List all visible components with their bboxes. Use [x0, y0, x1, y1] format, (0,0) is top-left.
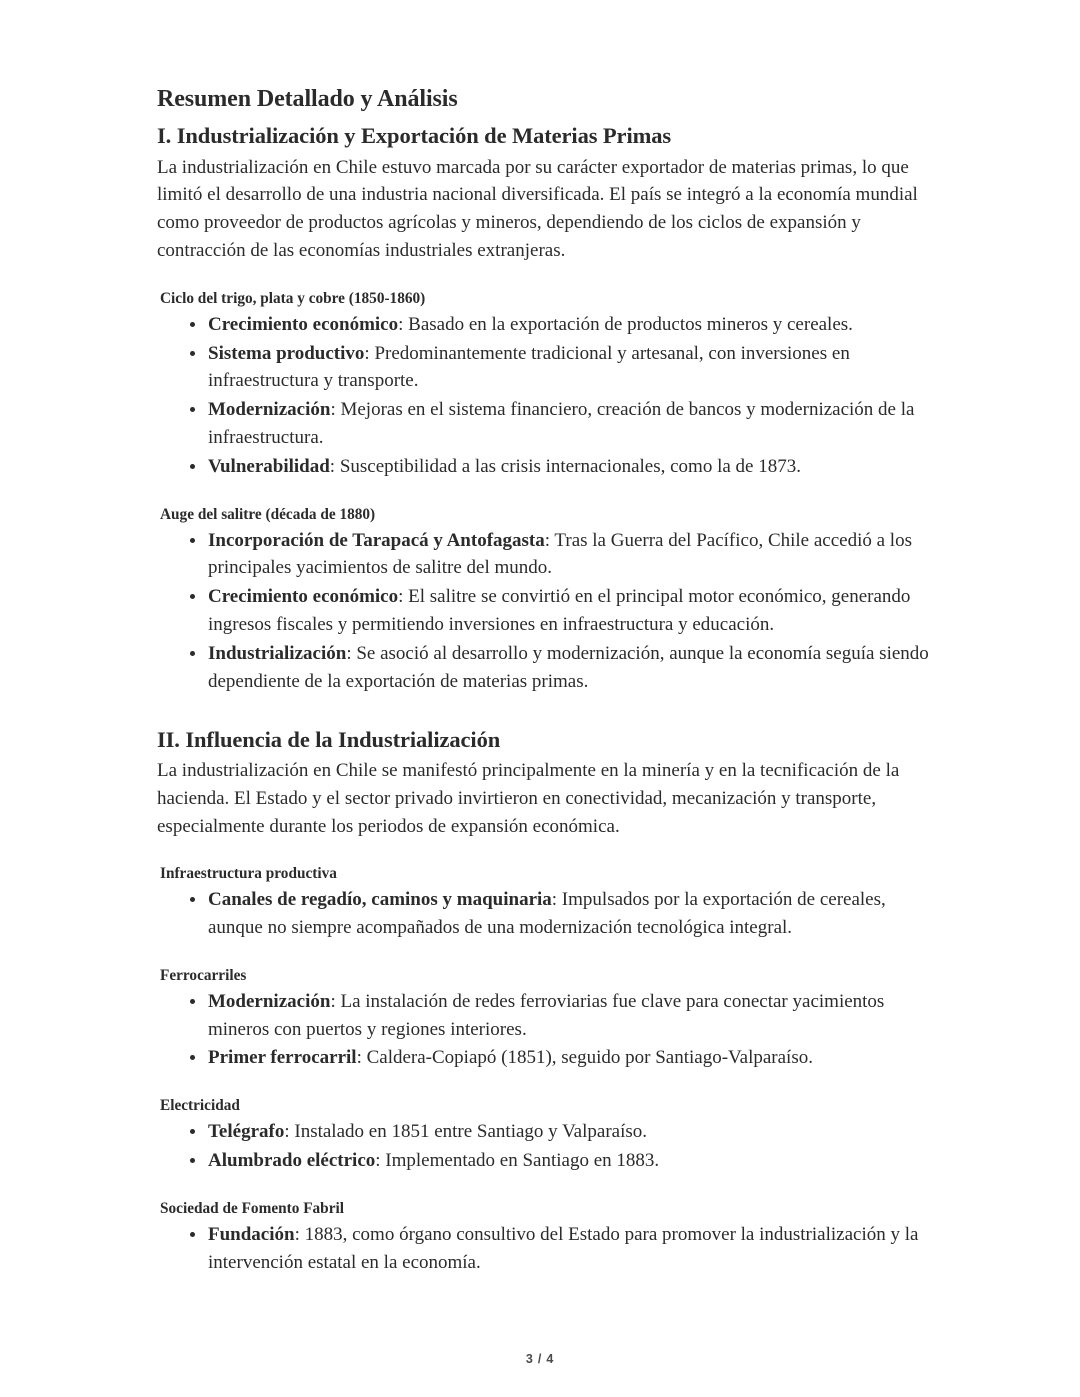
sections-container	[157, 122, 929, 1276]
list-item-description: : Impulsados por la exportación de cereales, aunque no siempre acompañados de una modernización tecnológica integral.	[208, 889, 886, 939]
list-item-term: Vulnerabilidad	[208, 455, 330, 477]
list-item-description: : Caldera-Copiapó (1851), seguido por Santiago-Valparaíso.	[356, 1047, 813, 1069]
list-item-description: : Basado en la exportación de productos mineros y cereales.	[398, 313, 853, 335]
list-item	[157, 1147, 929, 1175]
list-item	[157, 583, 929, 639]
list-item-description: : 1883, como órgano consultivo del Estado para promover la industrialización y la intervención estatal en la economía.	[208, 1223, 919, 1273]
list-item-term: Modernización	[208, 990, 331, 1012]
list-item-term: Fundación	[208, 1223, 295, 1245]
bullet-list	[157, 527, 929, 696]
bullet-list	[157, 1221, 929, 1277]
bullet-list	[157, 988, 929, 1072]
subsection-heading: Electricidad	[160, 1097, 240, 1115]
list-item	[157, 1221, 929, 1277]
page-title: Resumen Detallado y Análisis	[157, 86, 458, 112]
subsection-heading: Infraestructura productiva	[160, 865, 337, 883]
list-item-term: Incorporación de Tarapacá y Antofagasta	[208, 529, 545, 551]
subsection-heading: Sociedad de Fomento Fabril	[160, 1199, 344, 1217]
list-item-term: Primer ferrocarril	[208, 1047, 357, 1069]
subsection-heading: Ciclo del trigo, plata y cobre (1850-1860)	[160, 289, 426, 307]
page-number-footer: 3 / 4	[525, 1352, 555, 1366]
list-item-description: : Mejoras en el sistema financiero, creación de bancos y modernización de la infraestructura.	[208, 399, 915, 449]
list-item-term: Crecimiento económico	[208, 586, 399, 608]
bullet-list	[157, 886, 929, 942]
list-item	[157, 886, 929, 942]
list-item-description: : Predominantemente tradicional y artesanal, con inversiones en infraestructura y transporte.	[208, 342, 850, 392]
list-item-term: Telégrafo	[208, 1121, 285, 1143]
list-item	[157, 640, 929, 696]
subsection-heading: Auge del salitre (década de 1880)	[160, 505, 376, 523]
bullet-list	[157, 1118, 929, 1175]
list-item-term: Crecimiento económico	[208, 313, 399, 335]
list-item	[157, 340, 929, 396]
document-section	[157, 122, 929, 695]
section-heading: I. Industrialización y Exportación de Materias Primas	[157, 123, 672, 149]
list-item	[157, 527, 929, 583]
list-item	[157, 453, 929, 481]
list-item-description: : El salitre se convirtió en el principal motor económico, generando ingresos fiscales y permitiendo inversiones en infraestructura y educación.	[208, 586, 911, 636]
list-item	[157, 396, 929, 452]
section-intro-paragraph: La industrialización en Chile se manifestó principalmente en la minería y en la tecnificación de la hacienda. El Estado y el sector privado invirtieron en conectividad, mecanización y transporte, especialmente durante los periodos de expansión económica.	[157, 759, 900, 837]
list-item-term: Canales de regadío, caminos y maquinaria	[208, 889, 552, 911]
list-item	[157, 1044, 929, 1072]
list-item-description: : Susceptibilidad a las crisis internacionales, como la de 1873.	[329, 455, 801, 477]
section-intro-paragraph: La industrialización en Chile estuvo marcada por su carácter exportador de materias primas, lo que limitó el desarrollo de una industria nacional diversificada. El país se integró a la economía mundial como proveedor de productos agrícolas y mineros, dependiendo de los ciclos de expansión y contracción de las economías industriales extranjeras.	[157, 156, 918, 262]
list-item-term: Alumbrado eléctrico	[208, 1150, 376, 1171]
section-heading: II. Influencia de la Industrialización	[157, 726, 501, 752]
list-item-description: : La instalación de redes ferroviarias fue clave para conectar yacimientos mineros con puertos y regiones interiores.	[208, 990, 885, 1040]
list-item-description: : Tras la Guerra del Pacífico, Chile accedió a los principales yacimientos de salitre del mundo.	[208, 529, 912, 579]
list-item-description: : Implementado en Santiago en 1883.	[375, 1150, 660, 1171]
document-content	[157, 84, 929, 1277]
document-section	[157, 726, 929, 1277]
list-item-description: : Instalado en 1851 entre Santiago y Valparaíso.	[284, 1121, 648, 1143]
list-item	[157, 311, 929, 339]
list-item	[157, 1118, 929, 1146]
list-item-term: Industrialización	[208, 642, 347, 664]
list-item	[157, 988, 929, 1044]
list-item-term: Sistema productivo	[208, 342, 365, 364]
subsection-heading: Ferrocarriles	[160, 966, 247, 984]
list-item-term: Modernización	[208, 399, 331, 421]
bullet-list	[157, 311, 929, 481]
list-item-description: : Se asoció al desarrollo y modernización, aunque la economía seguía siendo dependiente de la exportación de materias primas.	[208, 642, 929, 692]
